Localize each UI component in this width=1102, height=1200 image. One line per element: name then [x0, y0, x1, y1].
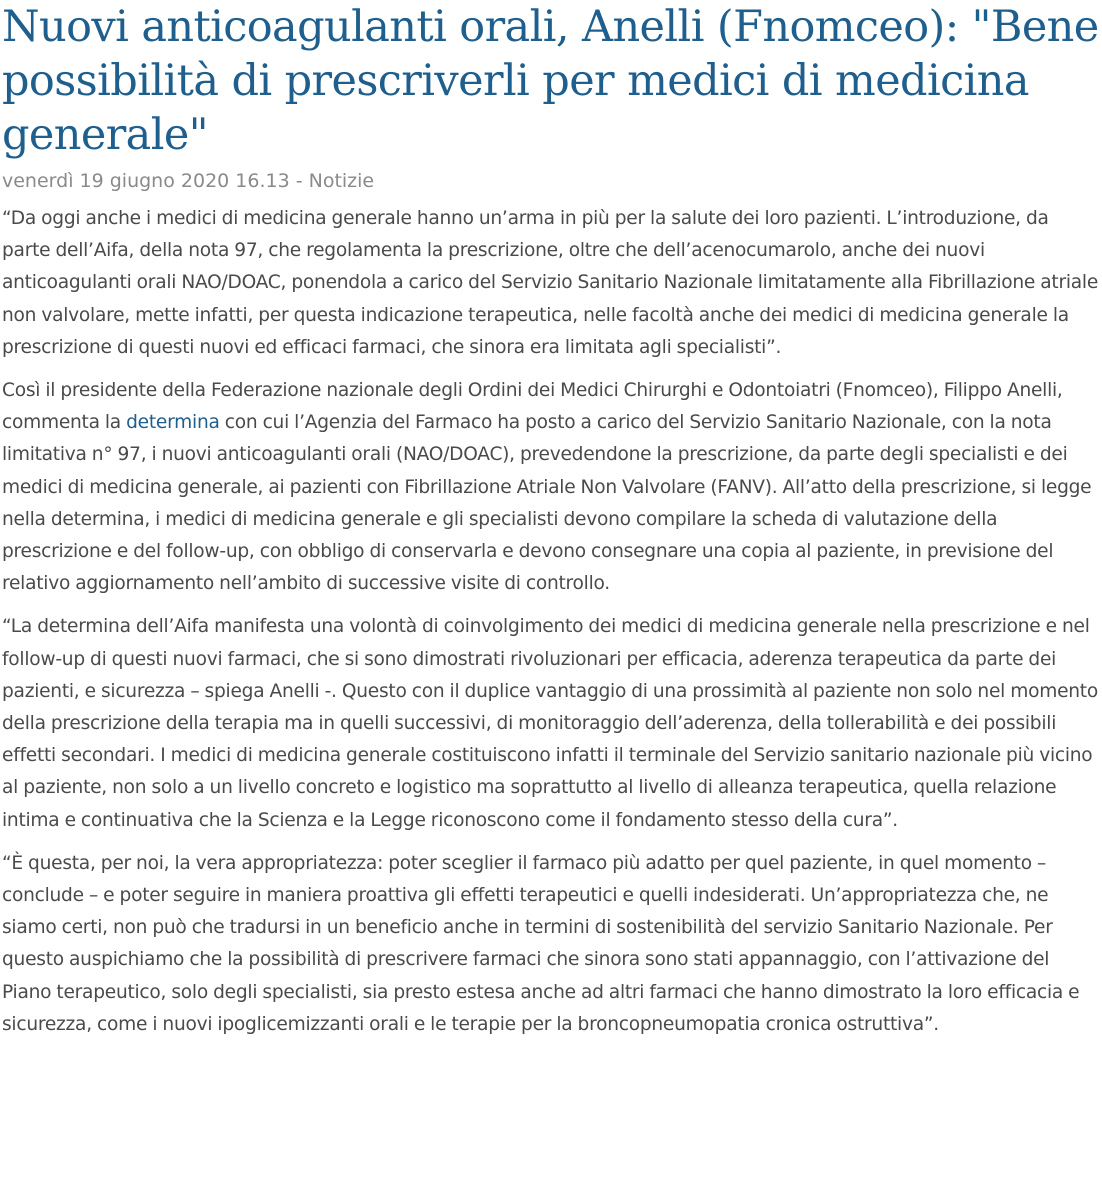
paragraph-4: “È questa, per noi, la vera appropriatezza: poter sceglier il farmaco più adatto per quel paziente, in quel momento – conclude – e poter seguire in maniera proattiva gli effetti terapeutici e quelli indesiderati. Un’appropriatezza che, ne siamo certi, non può che tradursi in un beneficio anche in termini di sostenibilità del servizio Sanitario Nazionale. Per questo auspichiamo che la possibilità di prescrivere farmaci che sinora sono stati appannaggio, con l’attivazione del Piano terapeutico, solo degli specialisti, sia presto estesa anche ad altri farmaci che hanno dimostrato la loro efficacia e sicurezza, come i nuovi ipoglicemizzanti orali e le terapie per la broncopneumopatia cronica ostruttiva”.: [2, 852, 1080, 1035]
article-date: venerdì 19 giugno 2020 16.13: [2, 170, 290, 192]
paragraph-2: [2, 375, 1102, 600]
paragraph-2-text-before: Così il presidente della Federazione nazionale degli Ordini dei Medici Chirurghi e Odontoiatri (Fnomceo), Filippo Anelli, commenta la: [2, 380, 1063, 434]
article-body: [2, 203, 1102, 1041]
paragraph-1: “Da oggi anche i medici di medicina generale hanno un’arma in più per la salute dei loro pazienti. L’introduzione, da parte dell’Aifa, della nota 97, che regolamenta la prescrizione, oltre che dell’acenocumarolo, anche dei nuovi anticoagulanti orali NAO/DOAC, ponendola a carico del Servizio Sanitario Nazionale limitatamente alla Fibrillazione atriale non valvolare, mette infatti, per questa indicazione terapeutica, nelle facoltà anche dei medici di medicina generale la prescrizione di questi nuovi ed efficaci farmaci, che sinora era limitata agli specialisti”.: [2, 208, 1099, 358]
paragraph-3: “La determina dell’Aifa manifesta una volontà di coinvolgimento dei medici di medicina generale nella prescrizione e nel follow-up di questi nuovi farmaci, che si sono dimostrati rivoluzionari per efficacia, aderenza terapeutica da parte dei pazienti, e sicurezza – spiega Anelli -. Questo con il duplice vantaggio di una prossimità al paziente non solo nel momento della prescrizione della terapia ma in quelli successivi, di monitoraggio dell’aderenza, della tollerabilità e dei possibili effetti secondari. I medici di medicina generale costituiscono infatti il terminale del Servizio sanitario nazionale più vicino al paziente, non solo a un livello concreto e logistico ma soprattutto al livello di alleanza terapeutica, quella relazione intima e continuativa che la Scienza e la Legge riconoscono come il fondamento stesso della cura”.: [2, 616, 1098, 831]
article-meta: [2, 168, 1102, 194]
meta-separator: -: [289, 170, 309, 192]
article-category: Notizie: [308, 170, 375, 192]
determina-link[interactable]: determina: [126, 412, 220, 434]
article-title: Nuovi anticoagulanti orali, Anelli (Fnomceo): "Bene possibilità di prescriverli per medici di medicina generale": [2, 2, 1099, 160]
paragraph-2-text-after: con cui l’Agenzia del Farmaco ha posto a carico del Servizio Sanitario Nazionale, con la nota limitativa n° 97, i nuovi anticoagulanti orali (NAO/DOAC), prevedendone la prescrizione, da parte degli specialisti e dei medici di medicina generale, ai pazienti con Fibrillazione Atriale Non Valvolare (FANV). All’atto della prescrizione, si legge nella determina, i medici di medicina generale e gli specialisti devono compilare la scheda di valutazione della prescrizione e del follow-up, con obbligo di conservarla e devono consegnare una copia al paziente, in previsione del relativo aggiornamento nell’ambito di successive visite di controllo.: [2, 412, 1092, 595]
